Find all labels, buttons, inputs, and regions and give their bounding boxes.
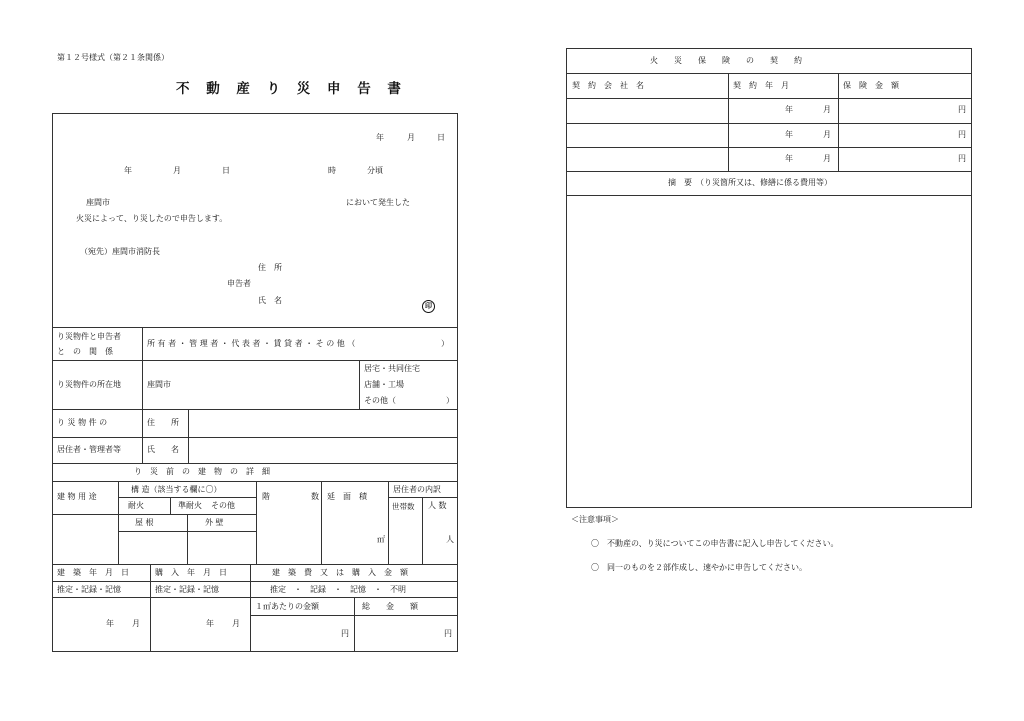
fireproof-label: 耐火: [128, 501, 144, 510]
semi-fireproof-label: 準耐火: [178, 501, 202, 510]
row1-month: 月: [823, 105, 831, 114]
residents-breakdown-label: 居住者の内訳: [393, 485, 441, 494]
date-month: 月: [407, 133, 415, 142]
construction-date-label: 建 築 年 月 日: [57, 568, 129, 577]
per-sqm-label: １㎡あたりの金額: [255, 602, 319, 611]
relation-label-1: り災物件と申告者: [57, 332, 121, 341]
incident-day: 日: [222, 166, 230, 175]
purchase-month: 月: [232, 619, 240, 628]
location-value: 座間市: [147, 380, 171, 389]
company-label: 契 約 会 社 名: [572, 81, 644, 90]
total-yen: 円: [444, 629, 452, 638]
note-item-1: 〇 不動産の、り災についてこの申告書に記入し申告してください。: [591, 539, 839, 548]
row1-yen: 円: [958, 105, 966, 114]
address-label: 住 所: [258, 263, 282, 272]
name-label: 氏 名: [258, 296, 282, 305]
summary-label: 摘 要 （り災箇所又は、修繕に係る費用等）: [668, 178, 832, 187]
row3-year: 年: [785, 154, 793, 163]
type-close: ）: [446, 396, 454, 405]
type-option-other: その他（: [364, 396, 396, 405]
row1-year: 年: [785, 105, 793, 114]
construction-month: 月: [132, 619, 140, 628]
incident-hour: 時: [328, 166, 336, 175]
incident-year: 年: [124, 166, 132, 175]
households-label: 世帯数: [392, 502, 415, 511]
location-prefix: 座間市: [86, 198, 110, 207]
type-option-residence: 居宅・共同住宅: [364, 364, 420, 373]
sqm-unit: ㎡: [377, 535, 385, 544]
insurance-table: [566, 48, 972, 508]
building-use-label: 建 物 用 途: [57, 492, 97, 501]
row3-yen: 円: [958, 154, 966, 163]
contract-ym-label: 契 約 年 月: [733, 81, 789, 90]
cost-label: 建 築 費 又 は 購 入 金 額: [272, 568, 408, 577]
applicant-label: 申告者: [227, 279, 251, 288]
incident-minute: 分頃: [367, 166, 383, 175]
resident-address-label: 住 所: [147, 418, 179, 427]
amount-label: 保 険 金 額: [843, 81, 899, 90]
row2-yen: 円: [958, 130, 966, 139]
row2-month: 月: [823, 130, 831, 139]
addressee: （宛先）座間市消防長: [80, 247, 160, 256]
relation-close: ）: [441, 339, 449, 348]
form-number: 第１２号様式（第２１条関係）: [57, 53, 169, 62]
location-label: り災物件の所在地: [57, 380, 121, 389]
persons-label: 人 数: [428, 501, 447, 510]
resident-label-2: 居住者・管理者等: [57, 445, 121, 454]
type-option-store: 店舗・工場: [364, 380, 404, 389]
floor-area-label: 延 面 積: [327, 492, 367, 501]
roof-label: 屋 根: [135, 518, 154, 527]
purchase-date-label: 購 入 年 月 日: [155, 568, 227, 577]
purchase-year: 年: [206, 619, 214, 628]
statement-text: 火災によって、り災したので申告します。: [76, 214, 228, 223]
person-unit: 人: [446, 535, 454, 544]
total-label: 総 金 額: [362, 602, 418, 611]
page-title: 不 動 産 り 災 申 告 書: [176, 81, 407, 97]
insurance-header: 火 災 保 険 の 契 約: [650, 56, 802, 65]
structure-label: 構 造（該当する欄に〇）: [131, 485, 222, 494]
floors-label: 階: [262, 492, 270, 501]
purchase-estimate-options: 推定・記録・記憶: [155, 585, 219, 594]
per-sqm-yen: 円: [341, 629, 349, 638]
row3-month: 月: [823, 154, 831, 163]
relation-options: 所 有 者 ・ 管 理 者 ・ 代 表 者 ・ 賃 貸 者 ・ そ の 他 （: [147, 339, 356, 348]
seal-icon: 印: [422, 295, 435, 313]
location-suffix: において発生した: [346, 198, 410, 207]
resident-label-1: り 災 物 件 の: [57, 418, 108, 427]
incident-month: 月: [173, 166, 181, 175]
row2-year: 年: [785, 130, 793, 139]
building-details-header: り 災 前 の 建 物 の 詳 細: [134, 467, 270, 476]
construction-year: 年: [106, 619, 114, 628]
relation-label-2: と の 関 係: [57, 347, 113, 356]
date-year: 年: [376, 133, 384, 142]
wall-label: 外 壁: [205, 518, 224, 527]
notes-header: ＜注意事項＞: [571, 515, 619, 524]
resident-name-label: 氏 名: [147, 445, 179, 454]
other-structure-label: その他: [211, 501, 235, 510]
floors-label-2: 数: [311, 492, 319, 501]
date-day: 日: [437, 133, 445, 142]
construction-estimate-options: 推定・記録・記憶: [57, 585, 121, 594]
note-item-2: 〇 同一のものを２部作成し、速やかに申告してください。: [591, 563, 807, 572]
cost-options: 推定 ・ 記録 ・ 記憶 ・ 不明: [270, 585, 406, 594]
